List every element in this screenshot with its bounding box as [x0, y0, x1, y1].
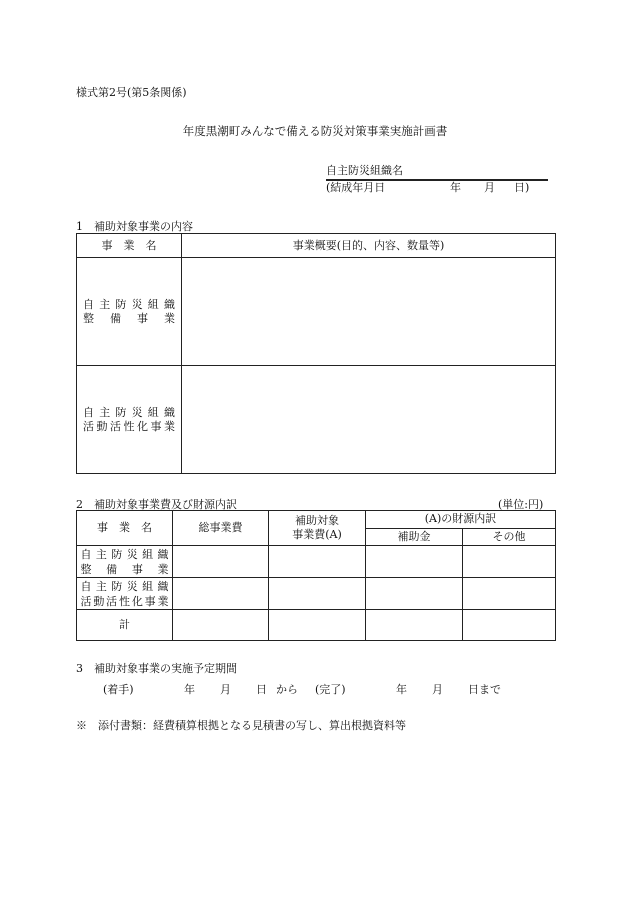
- eligible-cost-cell[interactable]: [269, 578, 366, 610]
- table-row: [77, 546, 556, 578]
- summary-cell-activation[interactable]: [182, 366, 556, 474]
- row-label-activation: 自主防災組織 活動活性化事業: [77, 578, 173, 610]
- col-project-name: 事 業 名: [77, 234, 182, 258]
- start-day-label: 日: [256, 683, 267, 696]
- start-year-label: 年: [184, 683, 195, 696]
- established-label: (結成年月日: [326, 181, 386, 194]
- form-number: 様式第2号(第5条関係): [76, 86, 187, 99]
- until-label: 日まで: [468, 683, 501, 696]
- attachment-note: ※ 添付書類：経費積算根拠となる見積書の写し、算出根拠資料等: [76, 719, 406, 732]
- other-cell[interactable]: [463, 578, 556, 610]
- table-row: [77, 366, 556, 474]
- organization-name-field[interactable]: [326, 162, 548, 180]
- table-row: [77, 578, 556, 610]
- cost-breakdown-table: [76, 510, 556, 641]
- section2-heading: 2 補助対象事業費及び財源内訳: [76, 498, 237, 511]
- start-label: (着手): [103, 683, 134, 696]
- table-row: [77, 258, 556, 366]
- other-cell[interactable]: [463, 546, 556, 578]
- col-project-name: 事 業 名: [77, 511, 173, 546]
- end-year-label: 年: [396, 683, 407, 696]
- col-total-cost: 総事業費: [173, 511, 269, 546]
- total-row-label: 計: [77, 610, 173, 641]
- row-label-maintenance: 自主防災組織 整備事業: [77, 258, 182, 366]
- section3-heading: 3 補助対象事業の実施予定期間: [76, 662, 237, 675]
- established-day-label: 日): [514, 181, 530, 194]
- col-project-summary: 事業概要(目的、内容、数量等): [182, 234, 556, 258]
- row-label-maintenance: 自主防災組織 整備事業: [77, 546, 173, 578]
- subsidy-cell[interactable]: [366, 610, 463, 641]
- unit-label: (単位:円): [498, 498, 544, 511]
- end-label: (完了): [315, 683, 346, 696]
- col-subsidy: 補助金: [366, 528, 463, 546]
- established-year-label: 年: [450, 181, 461, 194]
- subsidy-cell[interactable]: [366, 546, 463, 578]
- total-cost-cell[interactable]: [173, 610, 269, 641]
- project-content-table: [76, 233, 556, 474]
- established-date-field[interactable]: [326, 179, 548, 194]
- col-funding-breakdown: (A)の財源内訳: [366, 511, 556, 529]
- established-month-label: 月: [484, 181, 495, 194]
- document-title: 年度黒潮町みんなで備える防災対策事業実施計画書: [182, 124, 448, 138]
- organization-name-label: 自主防災組織名: [326, 164, 403, 177]
- row-label-activation: 自主防災組織 活動活性化事業: [77, 366, 182, 474]
- end-month-label: 月: [432, 683, 443, 696]
- section1-heading: 1 補助対象事業の内容: [76, 220, 193, 233]
- start-month-label: 月: [220, 683, 231, 696]
- eligible-cost-cell[interactable]: [269, 610, 366, 641]
- total-cost-cell[interactable]: [173, 578, 269, 610]
- total-cost-cell[interactable]: [173, 546, 269, 578]
- table-row: [77, 610, 556, 641]
- summary-cell-maintenance[interactable]: [182, 258, 556, 366]
- eligible-cost-cell[interactable]: [269, 546, 366, 578]
- col-eligible-cost: 補助対象 事業費(A): [269, 511, 366, 546]
- other-cell[interactable]: [463, 610, 556, 641]
- col-other: その他: [463, 528, 556, 546]
- from-label: から: [276, 683, 298, 696]
- subsidy-cell[interactable]: [366, 578, 463, 610]
